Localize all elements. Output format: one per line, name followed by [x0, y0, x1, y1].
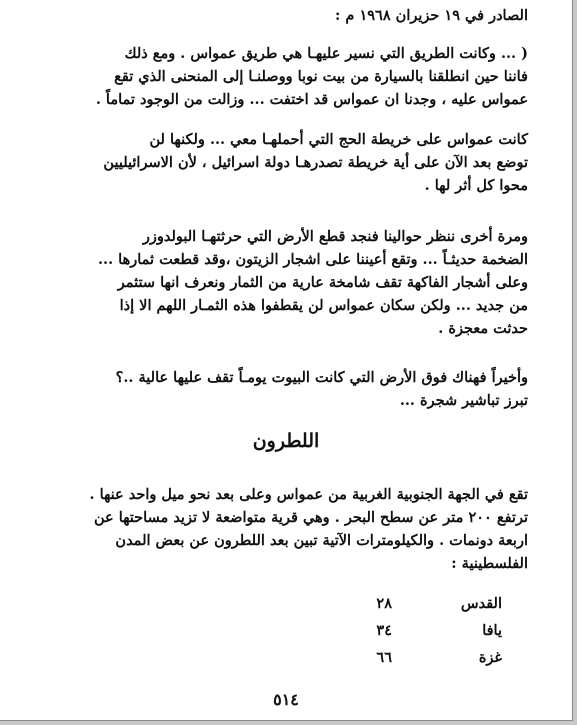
quote-paragraph-1: [56, 42, 528, 111]
quote-paragraph-2: [56, 128, 528, 197]
section-intro: [56, 483, 528, 575]
city-name: غزة: [478, 649, 502, 666]
distance-km: ٢٨: [376, 595, 392, 612]
text-line: اربعة دونمات . والكيلومترات الآتية تبين بعد اللطرون عن بعض المدن: [115, 532, 528, 549]
text-line: من جديد ... ولكن سكان عمواس لن يقطفوا هذه الثمـار اللهم الا إذا: [119, 297, 528, 314]
text-line: تقع في الجهة الجنوبية الغربية من عمواس وعلى بعد نحو ميل واحد عنها .: [89, 486, 528, 503]
text-line: تبرز تباشير شجرة ...: [399, 392, 528, 409]
page-header: [56, 4, 528, 27]
text-line: كانت عمواس على خريطة الحج التي أحملهـا معي ... ولكنها لن: [149, 131, 528, 148]
distance-list: [282, 590, 502, 680]
text-line: عمواس عليه ، وجدنا ان عمواس قد اختفت ... وزالت من الوجود تماماً .: [95, 91, 528, 108]
distance-km: ٣٤: [376, 622, 392, 639]
distance-row: [282, 590, 502, 617]
text-line: محوا كل أثر لها .: [424, 177, 528, 194]
text-line: ( ... وكانت الطريق التي نسير عليهـا هي طريق عمواس . ومع ذلك: [124, 45, 528, 62]
section-title: اللطرون: [252, 430, 320, 452]
text-line: فاننا حين انطلقنا بالسيارة من بيت نوبا ووصلنـا إلى المنحنى الذي تقع: [114, 68, 528, 85]
text-line: ومرة أخرى ننظر حوالينا فنجد قطع الأرض التي حرثتهـا البولدوزر: [142, 228, 528, 245]
text-line: ترتفع ٢٠٠ متر عن سطح البحر . وهي قرية متواضعة لا تزيد مساحتها عن: [93, 509, 528, 526]
text-line: وأخيراً فهناك فوق الأرض التي كانت البيوت يومـاً تقف عليها عالية ..؟: [115, 369, 528, 386]
page-number: ٥١٤: [273, 690, 299, 709]
header-line: الصادر في ١٩ حزيران ١٩٦٨ م :: [335, 7, 528, 24]
text-line: حدثت معجزة .: [438, 320, 528, 337]
city-name: القدس: [460, 595, 502, 612]
text-line: وعلى أشجار الفاكهة تقف شامخة عارية من الثمار ونعرف انها ستثمر: [117, 274, 528, 291]
distance-row: [282, 644, 502, 671]
distance-km: ٦٦: [376, 649, 392, 666]
text-line: الضخمة حديثـاً ... وتقع أعيننا على اشجار الزيتون ،وقد قطعت ثمارها ...: [97, 251, 528, 268]
quote-paragraph-3: [56, 225, 528, 340]
text-line: توضع بعد الآن على أية خريطة تصدرهـا دولة اسرائيل ، لأن الاسرائيليين: [103, 154, 528, 171]
distance-row: [282, 617, 502, 644]
text-line: الفلسطينية :: [451, 555, 528, 572]
city-name: يافا: [482, 622, 502, 639]
quote-paragraph-4: [56, 366, 528, 412]
